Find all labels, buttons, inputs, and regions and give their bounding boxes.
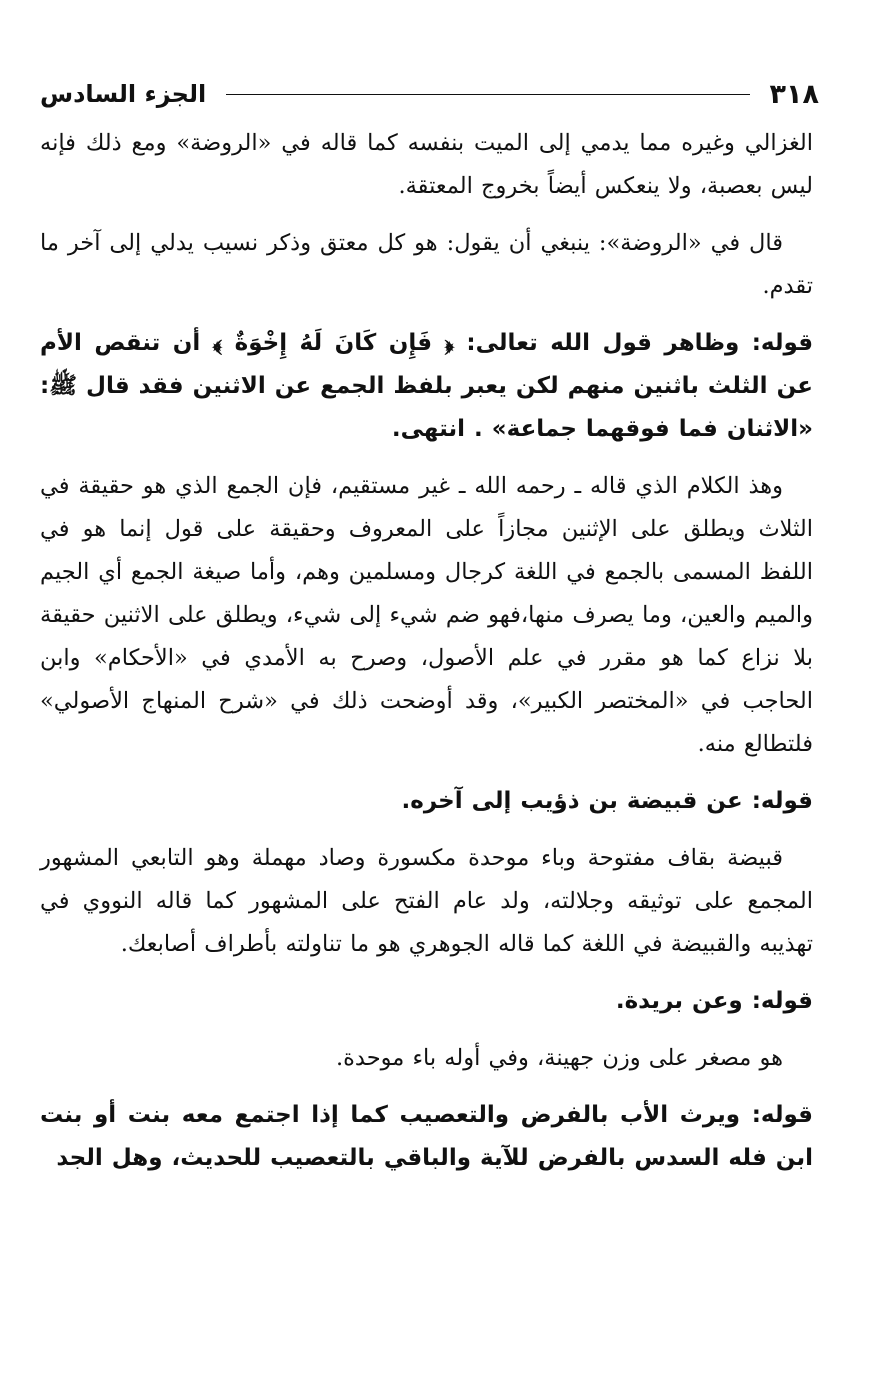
- body-paragraph: الغزالي وغيره مما يدمي إلى الميت بنفسه كما قاله في «الروضة» ومع ذلك فإنه ليس بعصبة، ولا ينعكس أيضاً بخروج المعتقة.: [40, 130, 813, 199]
- header-rule: [226, 94, 749, 95]
- book-page: [40, 66, 819, 1180]
- body-paragraph: قبيضة بقاف مفتوحة وباء موحدة مكسورة وصاد مهملة وهو التابعي المشهور المجمع على توثيقه وجلالته، ولد عام الفتح على المشهور كما قاله النووي في تهذيبه والقبيضة في اللغة كما قاله الجوهري هو ما تناولته بأطراف أصابعك.: [40, 845, 813, 957]
- quoted-statement: قوله: عن قبيضة بن ذؤيب إلى آخره.: [401, 788, 813, 814]
- quoted-statement: قوله: وعن بريدة.: [615, 988, 813, 1014]
- body-paragraph: وهذ الكلام الذي قاله ـ رحمه الله ـ غير مستقيم، فإن الجمع الذي هو حقيقة في الثلاث ويطلق على الإثنين مجازاً على المعروف وحقيقة على قول إنما هو في اللفظ المسمى بالجمع في اللغة كرجال ومسلمين وهم، وأما صيغة الجمع أي الجيم والميم والعين، وما يصرف منها،فهو ضم شيء إلى شيء، ويطلق على الاثنين حقيقة بلا نزاع كما هو مقرر في علم الأصول، وصرح به الأمدي في «الأحكام» وابن الحاجب في «المختصر الكبير»، وقد أوضحت ذلك في «شرح المنهاج الأصولي» فلتطالع منه.: [40, 473, 813, 757]
- body-paragraph: هو مصغر على وزن جهينة، وفي أوله باء موحدة.: [335, 1045, 783, 1071]
- page-header: [40, 66, 819, 122]
- quoted-statement: قوله: ويرث الأب بالفرض والتعصيب كما إذا اجتمع معه بنت أو بنت ابن فله السدس بالفرض للآية والباقي بالتعصيب للحديث، وهل الجد: [40, 1102, 813, 1171]
- running-title: الجزء السادس: [40, 80, 207, 108]
- body-paragraph: قال في «الروضة»: ينبغي أن يقول: هو كل معتق وذكر نسيب يدلي إلى آخر ما تقدم.: [40, 230, 813, 299]
- page-number: ٣١٨: [769, 78, 819, 110]
- quoted-statement: قوله: وظاهر قول الله تعالى: ﴿ فَإِن كَانَ لَهُ إِخْوَةٌ ﴾ أن تنقص الأم عن الثلث باثنين منهم لكن يعبر بلفظ الجمع عن الاثنين فقد قال ﷺ: «الاثنان فما فوقهما جماعة» . انتهى.: [40, 330, 813, 442]
